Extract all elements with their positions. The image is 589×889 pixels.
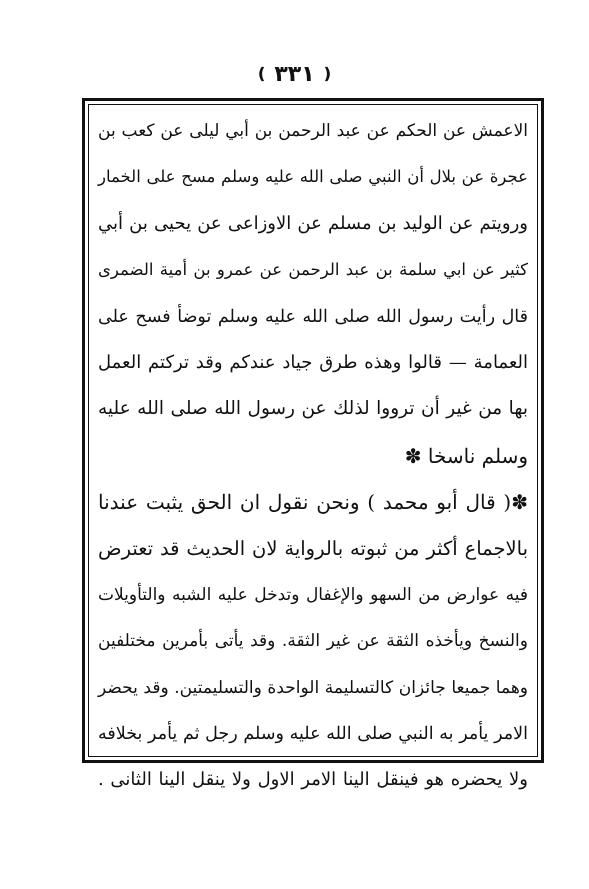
text-line-12: والنسخ ويأخذه الثقة عن غير الثقة. وقد يأتى بأمرين مختلفين bbox=[98, 631, 528, 652]
text-body bbox=[92, 108, 534, 804]
ornament-right-icon: ❫ bbox=[320, 64, 335, 83]
text-line-8: وسلم ناسخا ✽ bbox=[404, 443, 528, 468]
ornament-left-icon: ❪ bbox=[254, 64, 269, 83]
page-header bbox=[0, 58, 589, 90]
text-line-1: الاعمش عن الحكم عن عبد الرحمن بن أبي ليلى عن كعب بن bbox=[98, 121, 528, 141]
text-line-5: قال رأيت رسول الله صلى الله عليه وسلم توضأ فسح على bbox=[98, 306, 528, 327]
text-line-3: ورويتم عن الوليد بن مسلم عن الاوزاعى عن يحيى بن أبي bbox=[98, 212, 528, 234]
page-number: ٣٣١ bbox=[274, 61, 315, 87]
text-line-6: العمامة — قالوا وهذه طرق جياد عندكم وقد تركتم العمل bbox=[98, 351, 528, 373]
text-line-15: ولا يحضره هو فينقل الينا الامر الاول ولا ينقل الينا الثانى . bbox=[98, 769, 528, 791]
text-line-14: الامر يأمر به النبي صلى الله عليه وسلم رجل ثم يأمر بخلافه bbox=[98, 724, 528, 745]
text-line-2: عجرة عن بلال أن النبي صلى الله عليه وسلم مسح على الخمار bbox=[98, 167, 528, 187]
text-line-7: بها من غير أن ترووا لذلك عن رسول الله صلى الله عليه bbox=[98, 398, 528, 420]
text-line-10: بالاجماع أكثر من ثبوته بالرواية لان الحديث قد تعترض bbox=[98, 536, 528, 560]
text-line-9: ✽( قال أبو محمد ) ونحن نقول ان الحق يثبت عندنا bbox=[98, 490, 528, 515]
text-line-11: فيه عوارض من السهو والإغفال وتدخل عليه الشبه والتأويلات bbox=[98, 584, 528, 605]
text-line-13: وهما جميعا جائزان كالتسليمة الواحدة والتسليمتين. وقد يحضر bbox=[98, 677, 528, 698]
text-line-4: كثير عن ابي سلمة بن عبد الرحمن عن عمرو بن أمية الضمرى bbox=[98, 260, 528, 280]
